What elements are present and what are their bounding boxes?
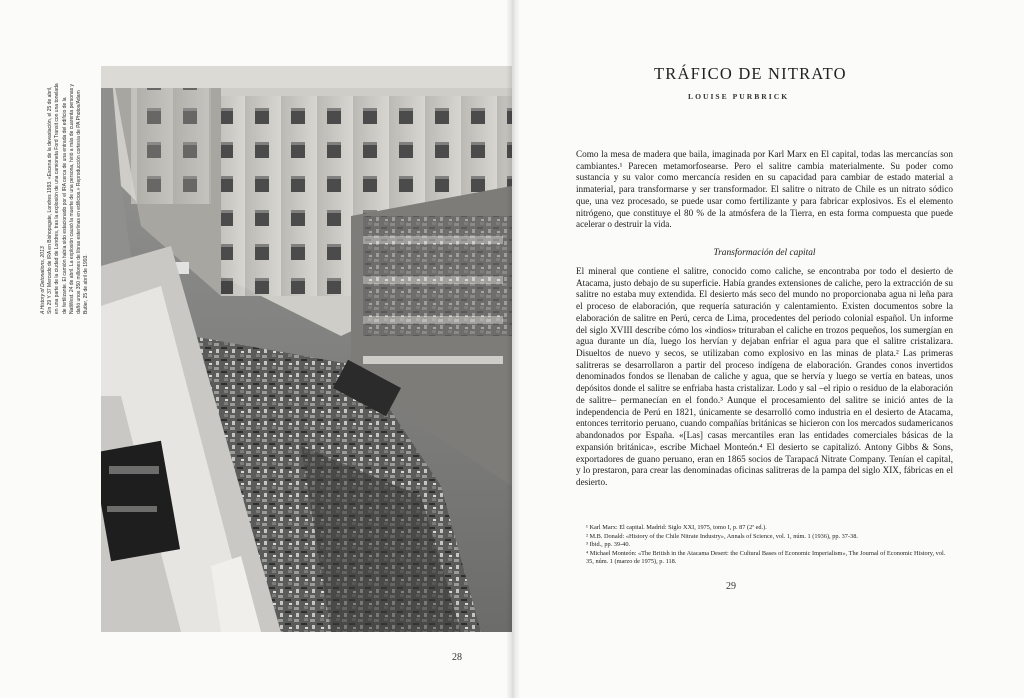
section-subheading: Transformación del capital — [713, 248, 816, 258]
body-paragraph-2: El mineral que contiene el salitre, conocido como caliche, se encontraba por todo el desierto de Atacama, justo debajo de su superficie. Había grandes extensiones de caliche, pero la extracción de su salitre no estaba muy extendida. El desierto más seco del mundo no proporcionaba agua ni leña para el proceso de elaboración, que requería saturación y calentamiento. Existen documentos sobre la elaboración de salitre en Perú, cerca de Lima, procedentes del periodo colonial español. Un informe del siglo XVIII describe cómo los «indios» trituraban el caliche en trozos pequeños, los sumergían en agua durante un día, luego los hervían y dejaban enfriar el agua para que el salitre cristalizara. Disueltos de nuevo y secos, se utilizaban como explosivo en las minas de plata.² Las primeras salitreras se desarrollaron a partir del proceso indígena de elaboración. Grandes conos invertidos denominados fondos se llenaban de caliche y agua, que se hervía y luego se vertía en bateas, unos depósitos donde el salitre se enfriaba hasta cristalizar. Lodo y sal –el ripio o residuo de la elaboración de salitre– permanecían en el fondo.³ Aunque el procesamiento del salitre se inició antes de la independencia de Perú en 1821, únicamente se desarrolló como industria en el desierto de Atacama, entonces territorio peruano, cuando compañías británicas se hicieron con los mercados sudamericanos abandonados por España. «[Las] casas mercantiles eran las entidades comerciales básicas de la expansión británica», escribe Michael Monteón.⁴ El desierto se capitalizó. Antony Gibbs & Sons, exportadores de guano peruano, eran en 1865 socios de Tarapacá Nitrate Company. Tenían el capital, y lo prestaron, para crear las denominadas oficinas salitreras de la pampa del siglo XIX, fábricas en el desierto. — [576, 266, 953, 487]
footnote-4: ⁴ Michael Monteón: «The British in the Atacama Desert: the Cultural Bases of Economic Imperialism», The Journal of Economic History, vol. 35, núm. 1 (marzo de 1975), p. 118. — [586, 549, 946, 566]
photo-illustration — [101, 66, 512, 632]
bishopsgate-photo — [101, 66, 512, 632]
footnote-3: ³ Ibid., pp. 39-40. — [586, 541, 631, 549]
page-number-right: 29 — [726, 581, 736, 592]
photo-caption — [40, 82, 92, 314]
right-page — [512, 0, 1024, 698]
caption-text: Sin 29 Y 37 Mercado de IRA en Bishopsgate, Londres 1993. «Escena de la devastación, el 25 de abril, en una parte de la ciudad de Londres, tras la explosión de una camioneta Ford Transit con una tonelada de fertilizante. El camión había sido estacionado por el IRA cerca de una entrada del edificio de la NatWest. 24 de abril. La explosión causó la muerte de una persona, hirió a más de cuarenta personas y dañó unos 350 millones de libras esterlinas en edificios.» Reproducción cortesía de PA Photos/Adam Butler, 25 de abril de 1993. — [47, 83, 90, 314]
chapter-author: LOUISE PURBRICK — [688, 92, 790, 101]
footnote-1: ¹ Karl Marx: El capital. Madrid: Siglo XXI, 1975, tomo I, p. 87 (2ª ed.). — [586, 524, 767, 531]
footnotes — [586, 524, 946, 567]
chapter-title: TRÁFICO DE NITRATO — [654, 64, 847, 83]
footnote-2: ² M.B. Donald: «History of the Chile Nitrate Industry», Annals of Science, vol. 1, núm. 1 (1936), pp. 37-38. — [586, 532, 858, 540]
caption-title: A History of Detonations, 2013 — [40, 246, 46, 314]
page-number-left: 28 — [452, 652, 462, 663]
body-paragraph-1: Como la mesa de madera que baila, imaginada por Karl Marx en El capital, todas las mercancías son cambiantes.¹ Parecen metamorfosearse. Pero el salitre cambia materialmente. Su poder como sustancia y su valor como mercancía residen en su capacidad para cambiar de estado material a inmaterial, para transformarse y ser transformador. El salitre o nitrato de Chile es un nitrato sódico que, una vez procesado, se puede usar como fertilizante y para fabricar explosivos. Es el elemento nitrógeno, que constituye el 80 % de la atmósfera de la Tierra, en esta forma compuesta que puede acelerar o destruir la vida. — [576, 149, 953, 230]
book-gutter — [506, 0, 520, 698]
